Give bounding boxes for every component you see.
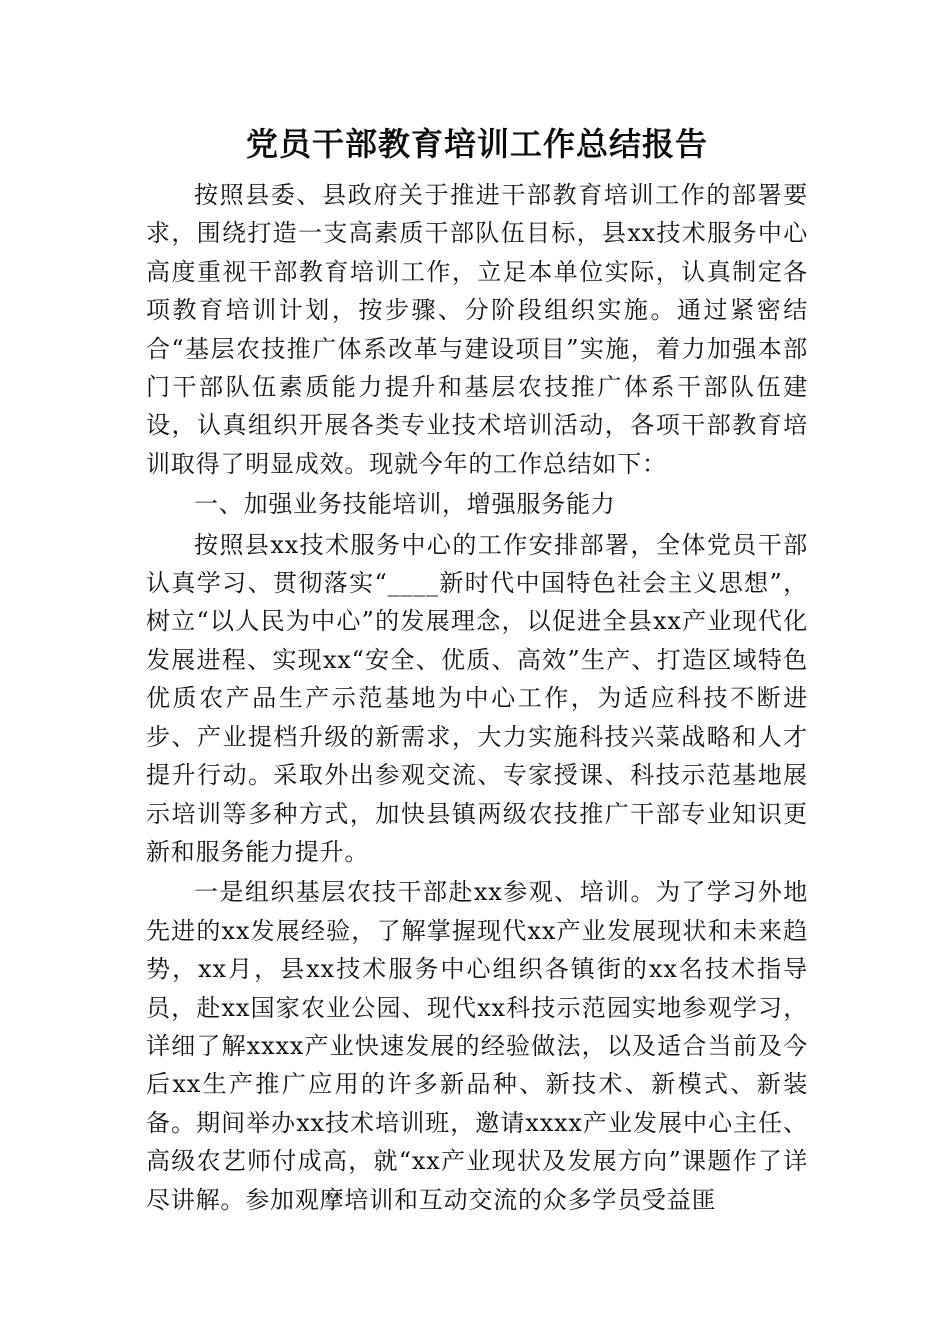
- section-heading-1: 一、加强业务技能培训，增强服务能力: [194, 490, 616, 519]
- document-page: [146, 118, 808, 1219]
- document-title: 党员干部教育培训工作总结报告: [245, 125, 708, 163]
- section-1-paragraph: 按照县xx技术服务中心的工作安排部署，全体党员干部认真学习、贯彻落实“____新时代中国特色社会主义思想”，树立“以人民为中心”的发展理念，以促进全县xx产业现代化发展进程、实现xx“安全、优质、高效”生产、打造区域特色优质农产品生产示范基地为中心工作，为适应科技不断进步、产业提档升级的新需求，大力实施科技兴菜战略和人才提升行动。采取外出参观交流、专家授课、科技示范基地展示培训等多种方式，加快县镇两级农技推广干部专业知识更新和服务能力提升。: [146, 530, 808, 866]
- intro-paragraph: 按照县委、县政府关于推进干部教育培训工作的部署要求，围绕打造一支高素质干部队伍目标，县xx技术服务中心高度重视干部教育培训工作，立足本单位实际，认真制定各项教育培训计划，按步骤、分阶段组织实施。通过紧密结合“基层农技推广体系改革与建设项目”实施，着力加强本部门干部队伍素质能力提升和基层农技推广体系干部队伍建设，认真组织开展各类专业技术培训活动，各项干部教育培训取得了明显成效。现就今年的工作总结如下：: [146, 181, 808, 478]
- section-1-item-1-paragraph: 一是组织基层农技干部赴xx参观、培训。为了学习外地先进的xx发展经验，了解掌握现代xx产业发展现状和未来趋势，xx月，县xx技术服务中心组织各镇街的xx名技术指导员，赴xx国家农业公园、现代xx科技示范园实地参观学习，详细了解xxxx产业快速发展的经验做法，以及适合当前及今后xx生产推广应用的许多新品种、新技术、新模式、新装备。期间举办xx技术培训班，邀请xxxx产业发展中心主任、高级农艺师付成高，就“xx产业现状及发展方向”课题作了详尽讲解。参加观摩培训和互动交流的众多学员受益匪: [146, 878, 808, 1214]
